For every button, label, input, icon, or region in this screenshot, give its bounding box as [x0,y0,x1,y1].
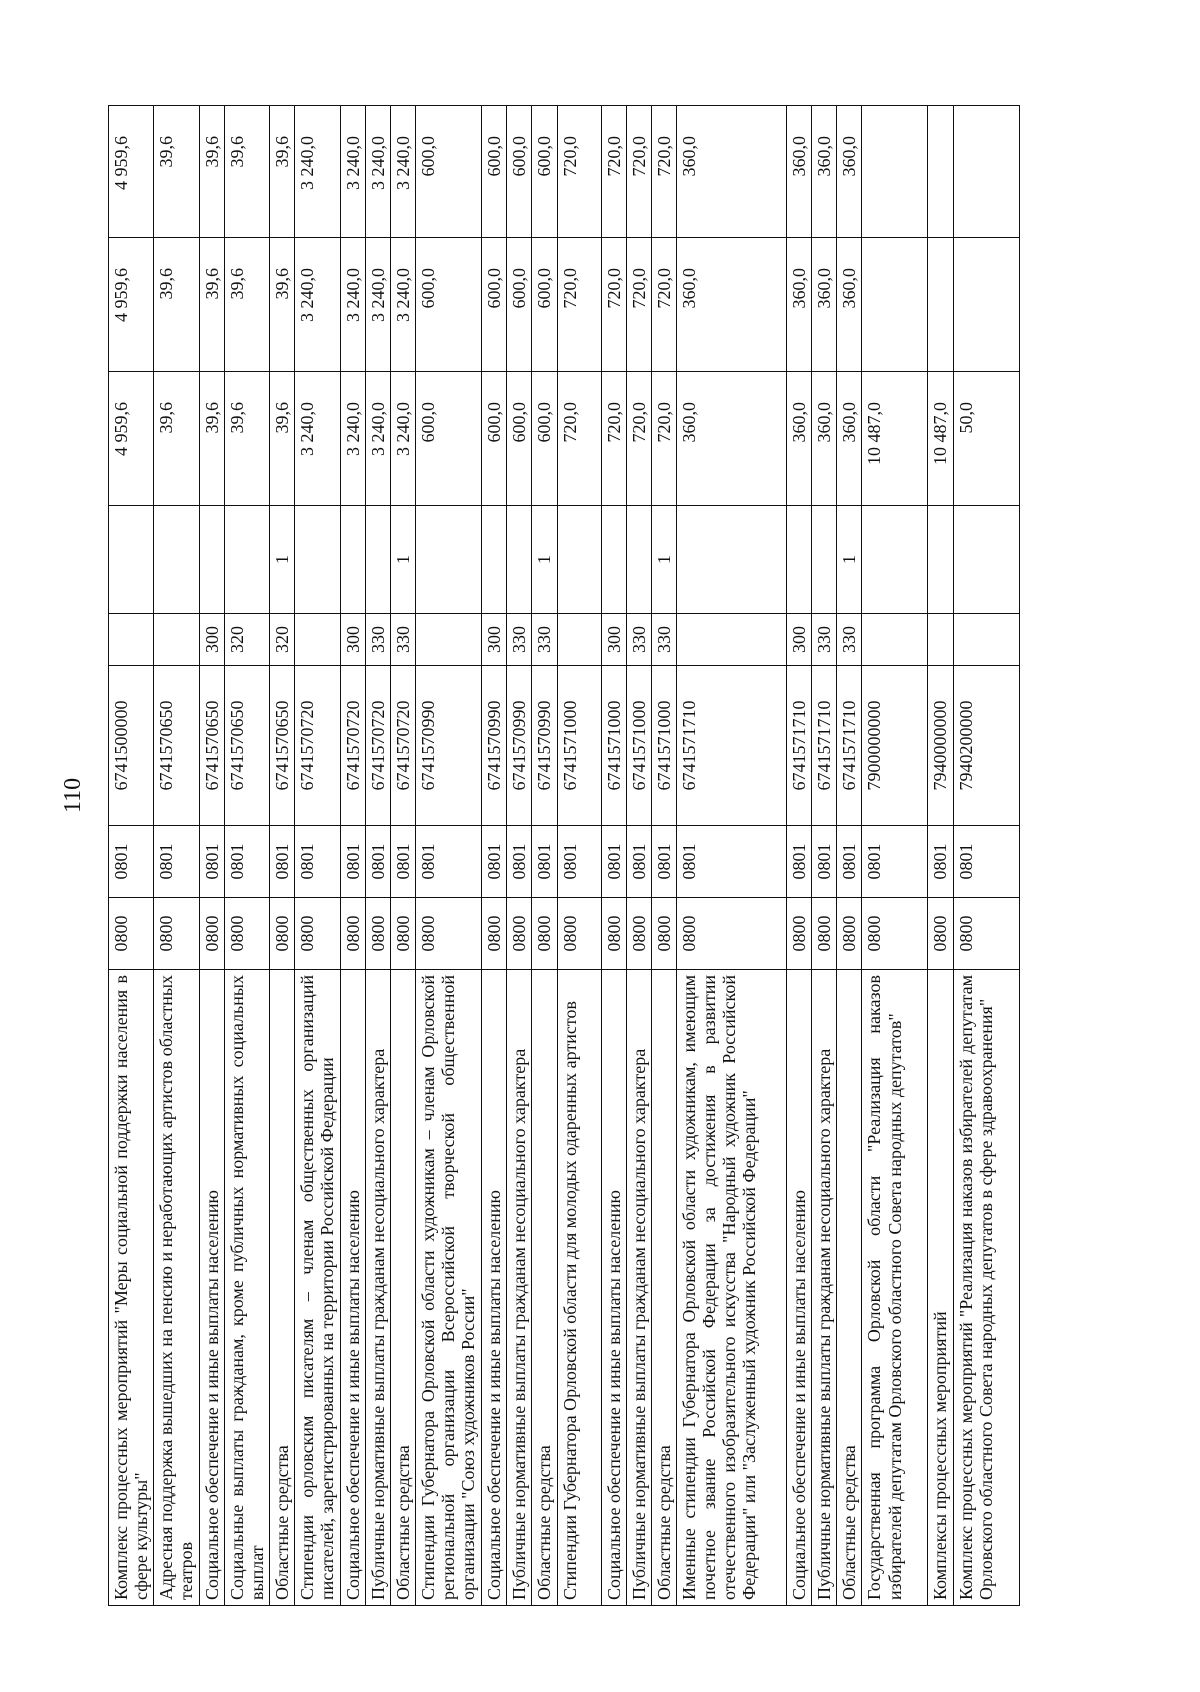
expense-type: 330 [651,614,676,666]
amount-year-1: 720,0 [557,372,601,506]
section-code: 0801 [507,826,532,898]
table-row [390,106,415,1606]
expense-type [154,614,199,666]
amount-year-2: 3 240,0 [340,238,365,372]
expense-type: 320 [224,614,269,666]
amount-year-1: 600,0 [507,372,532,506]
amount-year-1: 39,6 [270,372,295,506]
amount-year-2: 600,0 [416,238,482,372]
table-row [676,106,786,1606]
row-name: Социальное обеспечение и иные выплаты населению [601,970,626,1606]
amount-year-2: 720,0 [601,238,626,372]
section-code: 0801 [676,826,786,898]
amount-year-1: 3 240,0 [340,372,365,506]
table-row [862,106,928,1606]
table-row [482,106,507,1606]
section-code: 0801 [199,826,224,898]
funding-flag [199,506,224,614]
row-name: Социальное обеспечение и иные выплаты населению [340,970,365,1606]
funding-flag [786,506,811,614]
target-article: 6741570650 [224,666,269,826]
amount-year-2: 39,6 [270,238,295,372]
target-article: 6741570720 [365,666,390,826]
ministry-code: 0800 [676,898,786,970]
row-name: Публичные нормативные выплаты гражданам несоциального характера [507,970,532,1606]
section-code: 0801 [295,826,340,898]
ministry-code: 0800 [862,898,928,970]
section-code: 0801 [224,826,269,898]
target-article: 6741571000 [601,666,626,826]
amount-year-2: 720,0 [651,238,676,372]
section-code: 0801 [365,826,390,898]
row-name: Публичные нормативные выплаты гражданам несоциального характера [365,970,390,1606]
amount-year-3: 3 240,0 [340,106,365,238]
amount-year-1: 600,0 [416,372,482,506]
amount-year-2: 39,6 [224,238,269,372]
amount-year-3: 39,6 [199,106,224,238]
row-name: Областные средства [651,970,676,1606]
target-article: 6741570990 [482,666,507,826]
table-row [532,106,557,1606]
amount-year-2: 3 240,0 [390,238,415,372]
amount-year-2: 4 959,6 [109,238,154,372]
funding-flag: 1 [532,506,557,614]
amount-year-2 [953,238,1019,372]
table-row [557,106,601,1606]
amount-year-3: 3 240,0 [295,106,340,238]
amount-year-2 [862,238,928,372]
expense-type: 330 [626,614,651,666]
section-code: 0801 [601,826,626,898]
amount-year-1: 39,6 [154,372,199,506]
row-name: Социальные выплаты гражданам, кроме публичных нормативных социальных выплат [224,970,269,1606]
funding-flag [482,506,507,614]
amount-year-1: 360,0 [812,372,837,506]
target-article: 6741570650 [270,666,295,826]
table-row [928,106,953,1606]
target-article: 6741570650 [154,666,199,826]
amount-year-1: 360,0 [786,372,811,506]
ministry-code: 0800 [507,898,532,970]
ministry-code: 0800 [365,898,390,970]
ministry-code: 0800 [837,898,862,970]
ministry-code: 0800 [626,898,651,970]
amount-year-3: 39,6 [224,106,269,238]
row-name: Областные средства [270,970,295,1606]
expense-type: 320 [270,614,295,666]
funding-flag [812,506,837,614]
expense-type: 330 [837,614,862,666]
table-row [224,106,269,1606]
amount-year-3: 39,6 [270,106,295,238]
expense-type [862,614,928,666]
section-code: 0801 [786,826,811,898]
amount-year-3 [862,106,928,238]
expense-type: 330 [365,614,390,666]
table-body [109,106,1020,1606]
amount-year-2: 3 240,0 [365,238,390,372]
funding-flag: 1 [390,506,415,614]
amount-year-2: 3 240,0 [295,238,340,372]
amount-year-3 [928,106,953,238]
funding-flag [109,506,154,614]
section-code: 0801 [651,826,676,898]
row-name: Социальное обеспечение и иные выплаты населению [786,970,811,1606]
funding-flag: 1 [270,506,295,614]
funding-flag: 1 [837,506,862,614]
expense-type: 300 [786,614,811,666]
row-name: Областные средства [837,970,862,1606]
target-article: 6741570990 [532,666,557,826]
ministry-code: 0800 [601,898,626,970]
amount-year-2: 360,0 [837,238,862,372]
funding-flag [557,506,601,614]
funding-flag [953,506,1019,614]
funding-flag [507,506,532,614]
row-name: Стипендии Губернатора Орловской области для молодых одаренных артистов [557,970,601,1606]
expense-type: 330 [812,614,837,666]
amount-year-1: 720,0 [626,372,651,506]
amount-year-2: 360,0 [676,238,786,372]
table-row [270,106,295,1606]
section-code: 0801 [270,826,295,898]
funding-flag [340,506,365,614]
funding-flag [154,506,199,614]
expense-type: 330 [507,614,532,666]
section-code: 0801 [953,826,1019,898]
amount-year-3: 720,0 [651,106,676,238]
section-code: 0801 [532,826,557,898]
table-row [626,106,651,1606]
section-code: 0801 [482,826,507,898]
amount-year-3: 360,0 [837,106,862,238]
ministry-code: 0800 [812,898,837,970]
row-name: Областные средства [532,970,557,1606]
expense-type: 330 [390,614,415,666]
row-name: Комплекс процессных мероприятий "Меры социальной поддержки населения в сфере культуры" [109,970,154,1606]
table-row [507,106,532,1606]
expense-type: 300 [482,614,507,666]
section-code: 0801 [626,826,651,898]
ministry-code: 0800 [928,898,953,970]
amount-year-3: 720,0 [601,106,626,238]
table-row [109,106,154,1606]
amount-year-1: 360,0 [837,372,862,506]
section-code: 0801 [340,826,365,898]
target-article: 6741571000 [626,666,651,826]
amount-year-2 [928,238,953,372]
table-row [953,106,1019,1606]
funding-flag [626,506,651,614]
amount-year-2: 39,6 [154,238,199,372]
target-article: 6741570720 [340,666,365,826]
amount-year-1: 3 240,0 [365,372,390,506]
section-code: 0801 [928,826,953,898]
table-row [837,106,862,1606]
row-name: Стипендии орловским писателям – членам общественных организаций писателей, зарегистрированных на территории Российской Федерации [295,970,340,1606]
table-row [340,106,365,1606]
section-code: 0801 [557,826,601,898]
budget-table-wrapper [108,106,998,1606]
expense-type [676,614,786,666]
amount-year-2: 600,0 [532,238,557,372]
amount-year-3: 720,0 [557,106,601,238]
expense-type: 330 [532,614,557,666]
row-name: Социальное обеспечение и иные выплаты населению [199,970,224,1606]
ministry-code: 0800 [224,898,269,970]
amount-year-3: 4 959,6 [109,106,154,238]
table-row [651,106,676,1606]
amount-year-1: 4 959,6 [109,372,154,506]
expense-type [416,614,482,666]
funding-flag [862,506,928,614]
expense-type [953,614,1019,666]
amount-year-3: 360,0 [812,106,837,238]
amount-year-2: 720,0 [557,238,601,372]
ministry-code: 0800 [482,898,507,970]
ministry-code: 0800 [295,898,340,970]
target-article: 6741570720 [295,666,340,826]
amount-year-3: 39,6 [154,106,199,238]
row-name: Адресная поддержка вышедших на пенсию и неработающих артистов областных театров [154,970,199,1606]
target-article: 6741571710 [812,666,837,826]
amount-year-3: 600,0 [507,106,532,238]
amount-year-3: 600,0 [532,106,557,238]
row-name: Стипендии Губернатора Орловской области художникам – членам Орловской региональной организации Всероссийской творческой общественной организации "Союз художников России" [416,970,482,1606]
target-article: 7940000000 [928,666,953,826]
ministry-code: 0800 [532,898,557,970]
ministry-code: 0800 [953,898,1019,970]
ministry-code: 0800 [340,898,365,970]
funding-flag [676,506,786,614]
table-row [199,106,224,1606]
target-article: 6741570990 [416,666,482,826]
ministry-code: 0800 [109,898,154,970]
amount-year-1: 3 240,0 [295,372,340,506]
row-name: Государственная программа Орловской области "Реализация наказов избирателей депутатам Орловского областного Совета народных депутатов" [862,970,928,1606]
expense-type [109,614,154,666]
amount-year-3 [953,106,1019,238]
ministry-code: 0800 [199,898,224,970]
funding-flag [601,506,626,614]
expense-type: 300 [340,614,365,666]
section-code: 0801 [812,826,837,898]
amount-year-1: 3 240,0 [390,372,415,506]
funding-flag [928,506,953,614]
amount-year-2: 720,0 [626,238,651,372]
amount-year-1: 600,0 [532,372,557,506]
ministry-code: 0800 [154,898,199,970]
table-row [601,106,626,1606]
row-name: Публичные нормативные выплаты гражданам несоциального характера [626,970,651,1606]
section-code: 0801 [390,826,415,898]
amount-year-3: 360,0 [786,106,811,238]
amount-year-1: 10 487,0 [862,372,928,506]
funding-flag [295,506,340,614]
target-article: 7940200000 [953,666,1019,826]
row-name: Социальное обеспечение и иные выплаты населению [482,970,507,1606]
expense-type: 300 [601,614,626,666]
expense-type: 300 [199,614,224,666]
amount-year-1: 360,0 [676,372,786,506]
row-name: Областные средства [390,970,415,1606]
target-article: 6741570650 [199,666,224,826]
amount-year-3: 3 240,0 [365,106,390,238]
amount-year-3: 3 240,0 [390,106,415,238]
amount-year-1: 600,0 [482,372,507,506]
amount-year-1: 720,0 [651,372,676,506]
target-article: 7900000000 [862,666,928,826]
table-row [786,106,811,1606]
row-name: Комплексы процессных мероприятий [928,970,953,1606]
amount-year-1: 720,0 [601,372,626,506]
amount-year-1: 10 487,0 [928,372,953,506]
amount-year-3: 600,0 [416,106,482,238]
expense-type [557,614,601,666]
amount-year-2: 600,0 [482,238,507,372]
amount-year-3: 600,0 [482,106,507,238]
funding-flag: 1 [651,506,676,614]
ministry-code: 0800 [786,898,811,970]
row-name: Публичные нормативные выплаты гражданам несоциального характера [812,970,837,1606]
target-article: 6741571710 [837,666,862,826]
target-article: 6741570990 [507,666,532,826]
section-code: 0801 [837,826,862,898]
target-article: 6741570720 [390,666,415,826]
target-article: 6741571710 [786,666,811,826]
table-row [295,106,340,1606]
amount-year-2: 360,0 [812,238,837,372]
amount-year-1: 50,0 [953,372,1019,506]
section-code: 0801 [862,826,928,898]
funding-flag [365,506,390,614]
amount-year-2: 39,6 [199,238,224,372]
amount-year-2: 360,0 [786,238,811,372]
target-article: 6741571000 [557,666,601,826]
expense-type [928,614,953,666]
row-name: Комплекс процессных мероприятий "Реализация наказов избирателей депутатам Орловского областного Совета народных депутатов в сфере здравоохранения" [953,970,1019,1606]
section-code: 0801 [154,826,199,898]
budget-table [108,105,1020,1606]
table-row [154,106,199,1606]
ministry-code: 0800 [557,898,601,970]
ministry-code: 0800 [390,898,415,970]
page-number: 110 [60,777,86,813]
amount-year-3: 720,0 [626,106,651,238]
funding-flag [224,506,269,614]
ministry-code: 0800 [416,898,482,970]
target-article: 6741571710 [676,666,786,826]
section-code: 0801 [109,826,154,898]
funding-flag [416,506,482,614]
section-code: 0801 [416,826,482,898]
expense-type [295,614,340,666]
table-row [812,106,837,1606]
target-article: 6741500000 [109,666,154,826]
row-name: Именные стипендии Губернатора Орловской области художникам, имеющим почетное звание Российской Федерации за достижения в развитии отечественного изобразительного искусства "Народный художник Российской Федерации" или "Заслуженный художник Российской Федерации" [676,970,786,1606]
amount-year-1: 39,6 [224,372,269,506]
ministry-code: 0800 [270,898,295,970]
target-article: 6741571000 [651,666,676,826]
amount-year-2: 600,0 [507,238,532,372]
table-row [365,106,390,1606]
ministry-code: 0800 [651,898,676,970]
table-row [416,106,482,1606]
amount-year-3: 360,0 [676,106,786,238]
amount-year-1: 39,6 [199,372,224,506]
